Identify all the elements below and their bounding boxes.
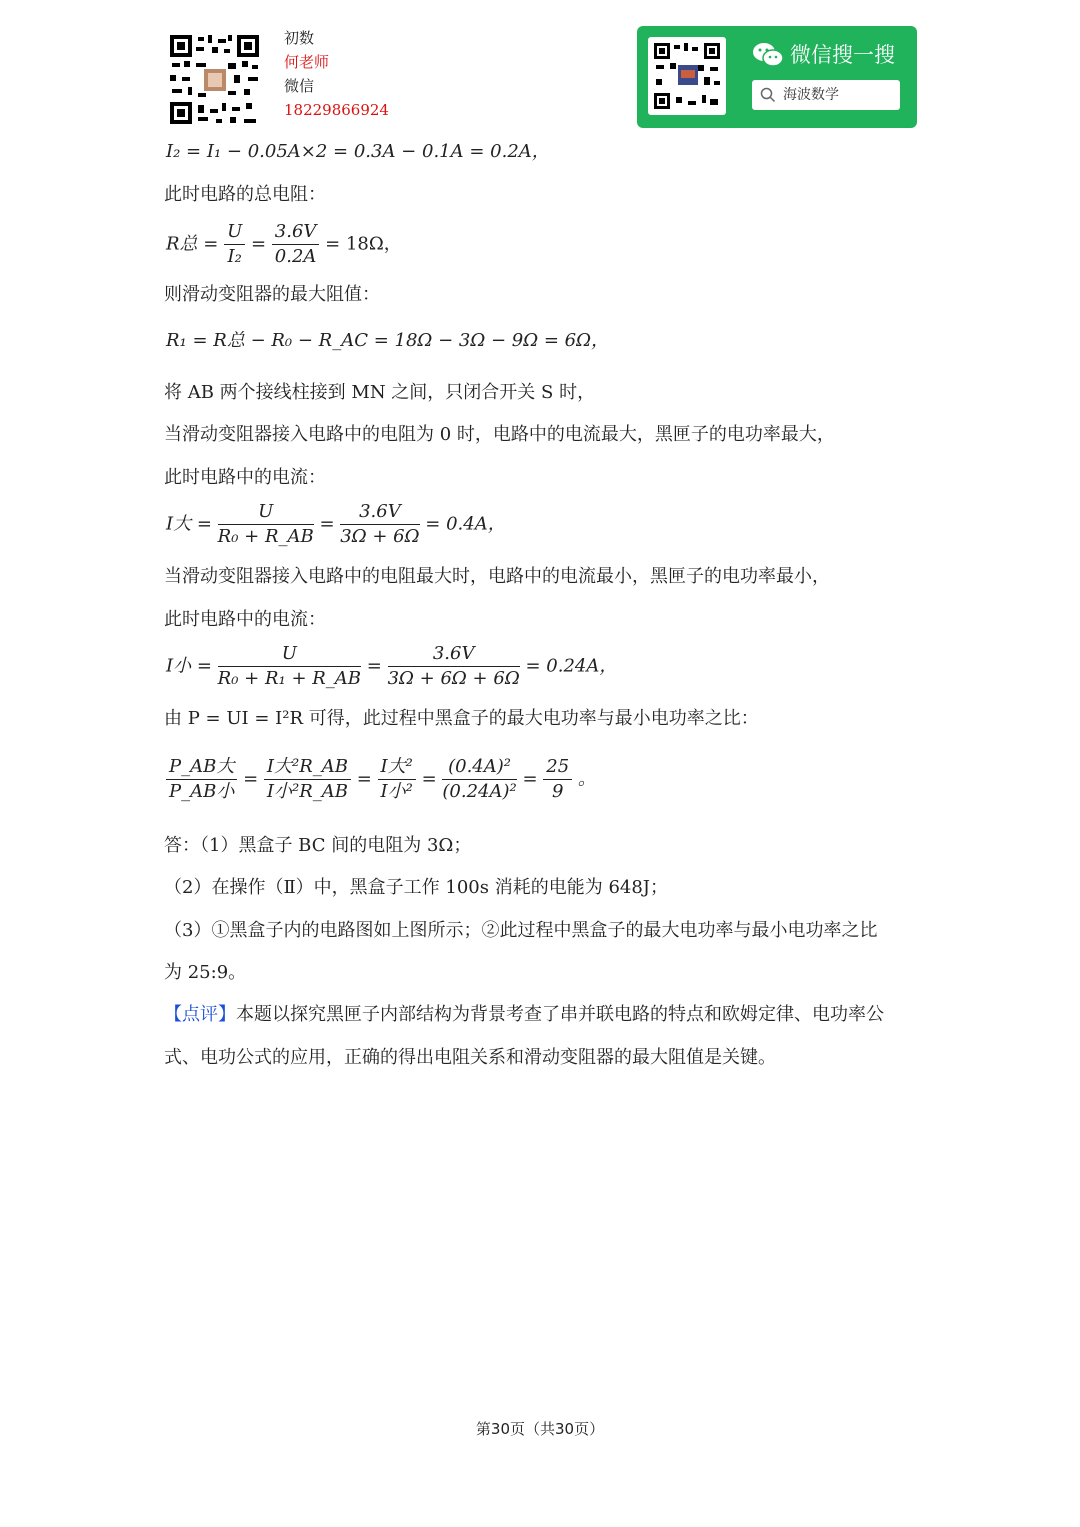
frac-num: U — [218, 642, 361, 667]
contact-phone: 18229866924 — [284, 101, 389, 119]
r-total-result: = 18Ω， — [325, 233, 402, 255]
frac-num: I大² — [378, 755, 416, 780]
equation-r1: R₁ = R总 − R₀ − R_AC = 18Ω − 3Ω − 9Ω = 6Ω， — [166, 330, 610, 351]
frac-den: R₀ + R₁ + R_AB — [217, 668, 362, 689]
fraction-u-r0-rab — [218, 500, 314, 549]
i-max-label: I大 = — [166, 513, 212, 535]
power-ratio-end: 。 — [577, 768, 596, 790]
frac-den: I小² — [380, 781, 413, 802]
text-power-ratio: 由 P = UI = I²R 可得，此过程中黑盒子的最大电功率与最小电功率之比： — [164, 708, 759, 729]
contact-info — [284, 26, 389, 122]
frac-den: R₀ + R_AB — [217, 526, 314, 547]
equation-i2: I₂ = I₁ − 0.05A×2 = 0.3A − 0.1A = 0.2A， — [166, 141, 550, 162]
contact-line-3: 微信 — [284, 77, 315, 95]
equation-power-ratio: $\frac{\text{P\_AB大}}{\text{P\_AB小}}$ = $\frac{\text{I大²R\_AB}}{\text{I小²R\_AB}}$ = $\frac{\text{I大²}}{\text{I小²}}$ = $\frac{\text{(0.4A)²}}{\text{(0.24A)²}}$ = $\frac{25}{9}$ 。 — [166, 755, 596, 804]
i-min-label: I小 = — [166, 655, 212, 677]
frac-den: 9 — [551, 781, 564, 802]
comment-paragraph — [164, 1003, 884, 1027]
fraction-u-r0-r1-rab — [218, 642, 361, 691]
frac-num: 3.6V — [272, 220, 320, 245]
text-connect-ab: 将 AB 两个接线柱接到 MN 之间，只闭合开关 S 时， — [164, 382, 596, 403]
frac-den: P_AB小 — [169, 781, 235, 802]
contact-line-2: 何老师 — [284, 53, 330, 71]
frac-num: 3.6V — [388, 642, 520, 667]
fraction-value-ratio — [442, 755, 516, 804]
comment-line-2: 式、电功公式的应用，正确的得出电阻关系和滑动变阻器的最大阻值是关键。 — [164, 1047, 776, 1068]
page-footer: 第30页（共30页） — [475, 1420, 605, 1438]
i-max-result: = 0.4A， — [425, 513, 506, 535]
search-icon — [760, 87, 776, 103]
equation-i-max: I大 = $\frac{U}{\text{R₀ + R\_AB}}$ = $\frac{3.6V}{3\Omega + 6\Omega}$ = 0.4A， — [166, 501, 506, 547]
frac-num: P_AB大 — [166, 755, 237, 780]
answer-2: （2）在操作（Ⅱ）中，黑盒子工作 100s 消耗的电能为 648J； — [164, 877, 669, 898]
fraction-25-9 — [543, 755, 572, 804]
frac-num: I大²R_AB — [264, 755, 351, 780]
frac-den: 0.2A — [274, 246, 317, 267]
frac-den: I₂ — [227, 246, 242, 267]
qr-code-right — [648, 37, 726, 115]
frac-den: I小²R_AB — [266, 781, 348, 802]
frac-den: 3Ω + 6Ω + 6Ω — [387, 668, 520, 689]
frac-num: U — [224, 220, 245, 245]
text-min-current: 当滑动变阻器接入电路中的电阻最大时，电路中的电流最小，黑匣子的电功率最小， — [164, 566, 830, 587]
equation-i-min: I小 = $\frac{U}{\text{R₀ + R₁ + R\_AB}}$ = $\frac{3.6V}{3\Omega + 6\Omega + 6\Omega}$ = 0.24A， — [166, 643, 618, 689]
fraction-3.6v-9 — [340, 500, 419, 549]
fraction-p-ratio — [166, 755, 237, 804]
frac-num: 3.6V — [340, 500, 419, 525]
text-current-2: 此时电路中的电流： — [164, 609, 326, 630]
answer-3-cont: 为 25:9。 — [164, 962, 247, 983]
fraction-i2r-ratio — [264, 755, 351, 804]
wechat-search-title: 微信搜一搜 — [790, 43, 895, 67]
contact-line-1: 初数 — [284, 29, 315, 47]
text-max-resistance: 则滑动变阻器的最大阻值： — [164, 284, 380, 305]
frac-num: 25 — [543, 755, 572, 780]
frac-num: U — [218, 500, 314, 525]
qr-code-left — [168, 33, 261, 126]
i-min-result: = 0.24A， — [525, 655, 618, 677]
fraction-u-i2 — [224, 220, 245, 269]
frac-den: 3Ω + 6Ω — [340, 526, 420, 547]
text-total-resistance: 此时电路的总电阻： — [164, 184, 326, 205]
fraction-i2-ratio — [378, 755, 416, 804]
frac-den: (0.24A)² — [442, 781, 517, 802]
comment-tag: 【点评】 — [164, 1004, 236, 1025]
answer-3: （3）①黑盒子内的电路图如上图所示；②此过程中黑盒子的最大电功率与最小电功率之比 — [164, 920, 878, 941]
frac-num: (0.4A)² — [442, 755, 516, 780]
comment-line-1: 本题以探究黑匣子内部结构为背景考查了串并联电路的特点和欧姆定律、电功率公 — [236, 1004, 884, 1025]
fraction-3.6v-0.2a — [272, 220, 320, 269]
fraction-3.6v-15 — [388, 642, 520, 691]
search-text: 海波数学 — [783, 87, 839, 103]
r-total-label: R总 = — [166, 233, 219, 255]
text-current-1: 此时电路中的电流： — [164, 467, 326, 488]
wechat-logo-icon — [752, 41, 784, 69]
answer-1: 答：（1）黑盒子 BC 间的电阻为 3Ω； — [164, 835, 472, 856]
text-max-current: 当滑动变阻器接入电路中的电阻为 0 时，电路中的电流最大，黑匣子的电功率最大， — [164, 424, 835, 445]
equation-r-total: R总 = $\frac{U}{\text{I₂}}$ = $\frac{3.6V}{0.2A}$ = 18Ω， — [166, 221, 402, 267]
